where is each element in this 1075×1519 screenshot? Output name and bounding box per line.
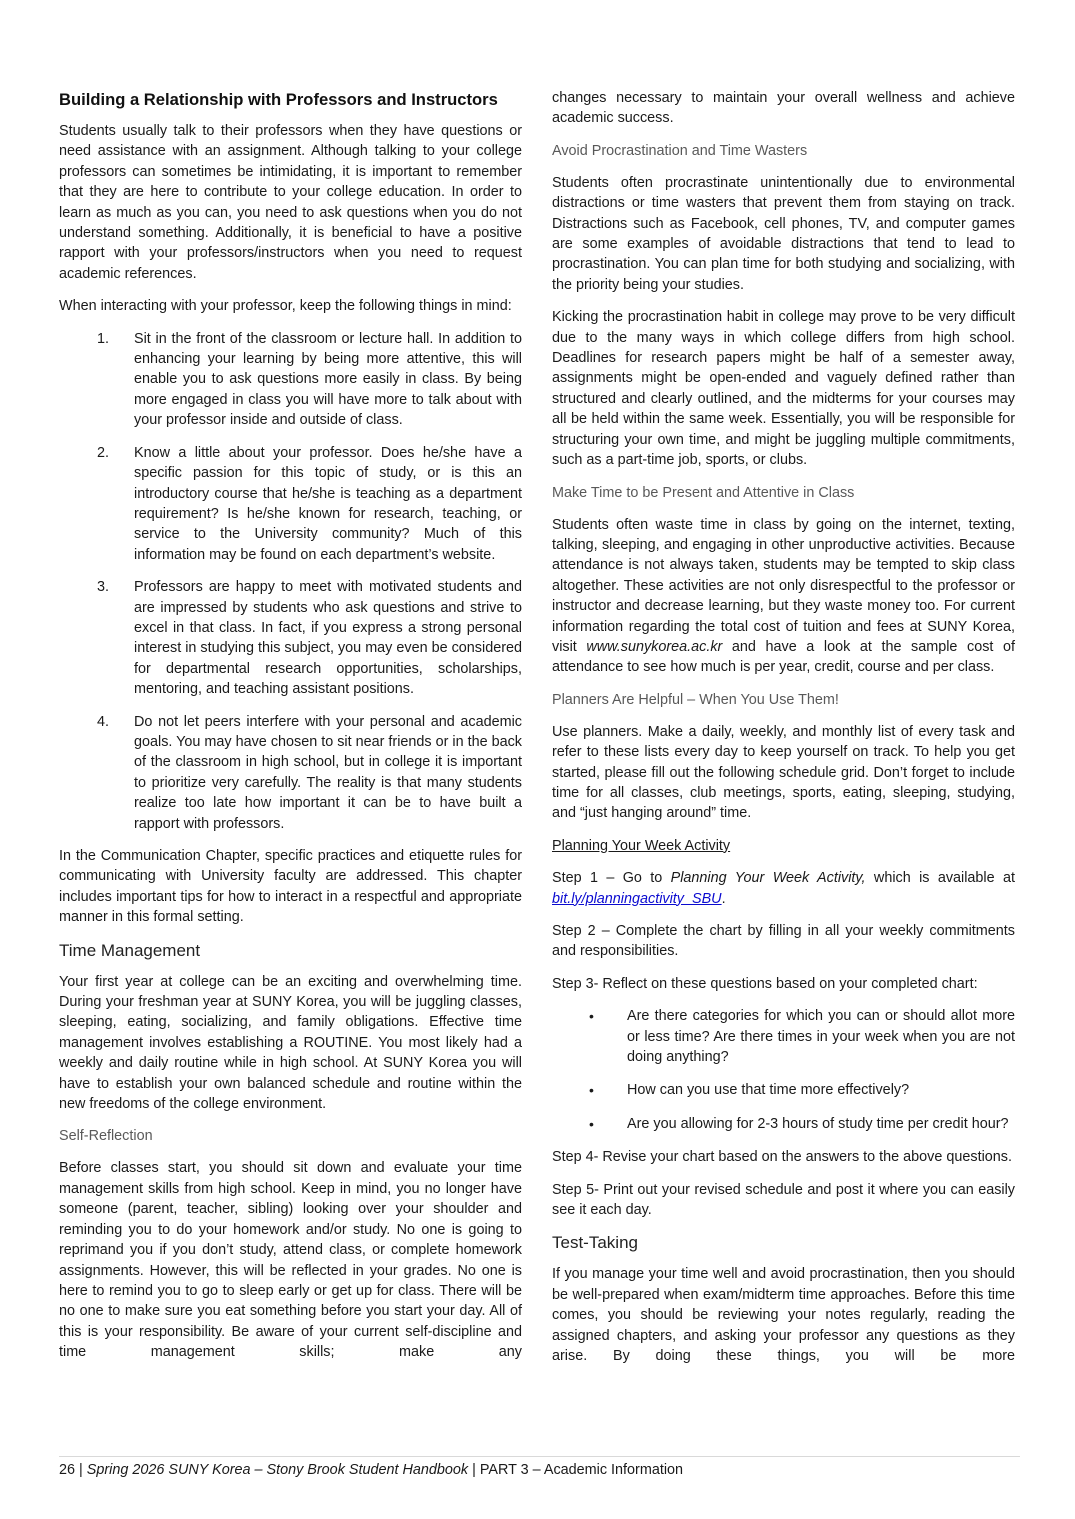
heading-present-attentive: Make Time to be Present and Attentive in Class xyxy=(552,484,855,501)
reflection-questions-list xyxy=(552,1006,1015,1134)
professor-tips-list xyxy=(59,329,522,834)
step1-suffix: . xyxy=(721,890,726,907)
list-item xyxy=(59,443,522,565)
procrastination-paragraph-1: Students often procrastinate unintentionally due to environmental distractions or time wasters that prevent them from staying on track. Distractions such as Facebook, cell phones, TV, and computer games are some examples of avoidable distractions that tend to lead to procrastination. You can plan time for both studying and socializing, with the priority being your studies. xyxy=(552,174,1015,293)
list-item-text: Professors are happy to meet with motivated students and are impressed by students who ask questions and strive to excel in that class. In fact, if you express a strong personal interest in studying this subject, you may even be considered for departmental research opportunities, scholarships, mentoring, and teaching assistant positions. xyxy=(134,579,522,698)
list-item xyxy=(552,1114,1015,1134)
list-item xyxy=(59,712,522,834)
footer-section: PART 3 – Academic Information xyxy=(479,1462,684,1478)
step-4: Step 4- Revise your chart based on the answers to the above questions. xyxy=(552,1149,1012,1166)
planning-activity-link[interactable]: bit.ly/planningactivity_SBU xyxy=(552,890,722,907)
list-number: 3. xyxy=(97,579,110,596)
step1-prefix: Step 1 – Go to xyxy=(552,870,671,887)
step-1 xyxy=(552,868,1015,909)
list-item xyxy=(59,329,522,431)
self-reflection-paragraph: Before classes start, you should sit down and evaluate your time management skills from high school. Keep in mind, you no longer have someone (parent, teacher, sibling) looking over your shoulder and reminding you to do your homework and/or study. No one is going to reprimand you if you don’t study, attend class, or complete homework assignments. However, this will be reflected in your grades. No one is here to remind you to go to sleep early or get up for class. There will be no one to make sure you eat something before you start your day. All of this is your responsibility. Be aware of your current self-discipline and time management skills; make any xyxy=(59,1160,522,1361)
list-number: 4. xyxy=(97,713,110,730)
intro-paragraph: Students usually talk to their professors when they have questions or need assistance with an assignment. Although talking to your college professors can sometimes be intimidating, it is important to remember that they are here to contribute to your college education. In order to learn as much as you can, you need to ask questions when you do not understand something. Additionally, it is beneficial to have a positive rapport with your professors/instructors when you need to request academic references. xyxy=(59,123,522,282)
list-number: 2. xyxy=(97,444,110,461)
communication-paragraph: In the Communication Chapter, specific practices and etiquette rules for communicating with University faculty are addressed. This chapter includes important tips for how to interact in a respectful and appropriate manner in this formal setting. xyxy=(59,848,522,926)
list-item xyxy=(552,1080,1015,1100)
step-2: Step 2 – Complete the chart by filling in all your weekly commitments and responsibilities. xyxy=(552,923,1015,960)
list-item-text: Do not let peers interfere with your personal and academic goals. You may have chosen to sit near friends or in the back of the classroom in high school, but in college it is important to prioritize very carefully. The reality is that many students realize too late how important it can be to have built a rapport with professors. xyxy=(134,713,522,832)
planners-paragraph: Use planners. Make a daily, weekly, and monthly list of every task and refer to these lists every day to keep yourself on track. To help you get started, please fill out the following schedule grid. Don’t forget to include time for all classes, club meetings, sports, eating, sleeping, studying, and “just hanging around” time. xyxy=(552,723,1015,822)
heading-time-management: Time Management xyxy=(59,940,201,960)
sunykorea-url: www.sunykorea.ac.kr xyxy=(586,638,723,655)
heading-building-relationship: Building a Relationship with Professors and Instructors xyxy=(59,90,498,109)
bullet-icon: • xyxy=(589,1115,594,1132)
attentive-paragraph xyxy=(552,515,1015,678)
bullet-icon: • xyxy=(589,1082,594,1099)
step1-activity-name: Planning Your Week Activity, xyxy=(670,870,866,887)
heading-test-taking: Test-Taking xyxy=(552,1233,638,1253)
attentive-text-before: Students often waste time in class by going on the internet, texting, talking, sleeping, and engaging in other unproductive activities. Because attendance is not always taken, students may be tempted to skip class altogether. These activities are not only disrespectful to the professor or instructor and decrease learning, but they waste money too. For current information regarding the total cost of tuition and fees at SUNY Korea, visit xyxy=(552,516,1015,655)
page-number: 26 xyxy=(59,1462,76,1478)
heading-self-reflection: Self-Reflection xyxy=(59,1128,153,1145)
list-item xyxy=(59,577,522,699)
step-3: Step 3- Reflect on these questions based on your completed chart: xyxy=(552,975,978,992)
list-item-text: Are there categories for which you can or should allot more or less time? Are there times in your week when you are not doing anything? xyxy=(627,1008,1015,1066)
time-management-paragraph: Your first year at college can be an exciting and overwhelming time. During your freshman year at SUNY Korea, you will be juggling classes, sleeping, eating, socializing, and family obligations. Effective time management involves establishing a ROUTINE. You most likely had a weekly and daily routine while in high school. At SUNY Korea you will have to establish your own balanced schedule and routine within the new freedoms of the college environment. xyxy=(59,973,522,1113)
page-footer xyxy=(59,1456,1020,1480)
list-item xyxy=(552,1006,1015,1067)
right-column xyxy=(552,88,1015,1379)
attentive-text-after: and have a look at the sample cost of attendance to see how much is per year, credit, course and per class. xyxy=(552,638,1015,676)
list-item-text: How can you use that time more effectively? xyxy=(627,1082,910,1099)
list-number: 1. xyxy=(97,330,110,347)
handbook-title: Spring 2026 SUNY Korea – Stony Brook Student Handbook xyxy=(86,1462,469,1478)
left-column xyxy=(59,88,522,1375)
procrastination-paragraph-2: Kicking the procrastination habit in college may prove to be very difficult due to the many ways in which college differs from high school. Deadlines for research papers might be half of a semester away, assignments might be open-ended and vaguely defined rather than structured and clearly outlined, and the midterms for your courses may all be held within the same week. Essentially, you will be responsible for structuring your own time, and might be juggling multiple commitments, such as a part-time job, sports, or clubs. xyxy=(552,309,1015,469)
list-item-text: Sit in the front of the classroom or lecture hall. In addition to enhancing your learning by being more attentive, this will enable you to ask questions more easily in class. By being more engaged in class you will have more to talk about with your professor inside and outside of class. xyxy=(134,330,522,429)
footer-separator: | xyxy=(472,1462,476,1478)
heading-avoid-procrastination: Avoid Procrastination and Time Wasters xyxy=(552,142,808,159)
list-intro: When interacting with your professor, keep the following things in mind: xyxy=(59,298,512,315)
footer-separator: | xyxy=(79,1462,83,1478)
heading-planners: Planners Are Helpful – When You Use Them! xyxy=(552,691,839,708)
step-5: Step 5- Print out your revised schedule and post it where you can easily see it each day. xyxy=(552,1181,1015,1219)
list-item-text: Are you allowing for 2-3 hours of study time per credit hour? xyxy=(627,1115,1009,1132)
step1-middle: which is available at xyxy=(865,870,1015,887)
heading-planning-week-activity: Planning Your Week Activity xyxy=(552,837,731,854)
list-item-text: Know a little about your professor. Does he/she have a specific passion for this topic of study, or is this an introductory course that he/she is teaching as a department requirement? Is he/she known for research, teaching, or service to the University community? Much of this information may be found on each department’s website. xyxy=(134,444,522,563)
continuation-paragraph: changes necessary to maintain your overall wellness and achieve academic success. xyxy=(552,90,1015,127)
test-taking-paragraph: If you manage your time well and avoid procrastination, then you should be well-prepared when exam/midterm time approaches. Before this time comes, you should be reviewing your notes regularly, reading the assigned chapters, and asking your professor any questions as they arise. By doing these things, you will be more xyxy=(552,1266,1015,1365)
bullet-icon: • xyxy=(589,1008,594,1025)
